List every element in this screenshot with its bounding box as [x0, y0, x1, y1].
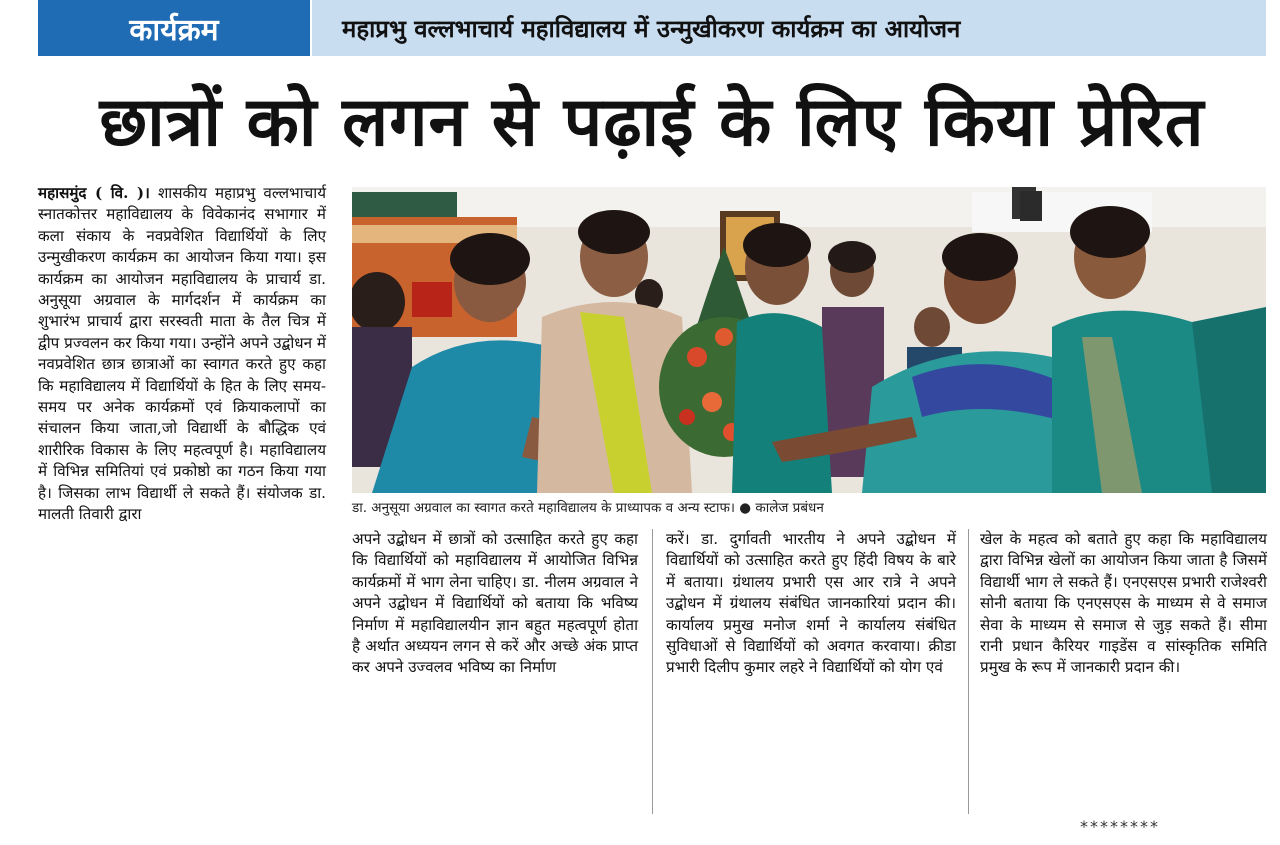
- column-divider: [968, 529, 969, 814]
- subheadline: महाप्रभु वल्लभाचार्य महाविद्यालय में उन्मुखीकरण कार्यक्रम का आयोजन: [312, 0, 1266, 56]
- column-divider: [652, 529, 653, 814]
- article-column-3: करें। डा. दुर्गावती भारतीय ने अपने उद्बोधन में विद्यार्थियों को उत्साहित करते हुए हिंदी विषय के बारे में बताया। ग्रंथालय प्रभारी एस आर रात्रे ने अपने उद्बोधन में ग्रंथालय संबंधित जानकारियां प्रदान की। कार्यालय प्रमुख मनोज शर्मा ने कार्यालय संबंधित सुविधाओं से विद्यार्थियों को अवगत करवाया। क्रीडा प्रभारी दिलीप कुमार लहरे ने विद्यार्थियों को योग एवं: [666, 530, 956, 677]
- dateline: महासमुंद ( वि. )।: [38, 184, 150, 202]
- photo-caption: डा. अनुसूया अग्रवाल का स्वागत करते महाविद्यालय के प्राध्यापक व अन्य स्टाफ। ● कालेज प्रबंधन: [352, 500, 824, 516]
- article-column-2: अपने उद्बोधन में छात्रों को उत्साहित करते हुए कहा कि विद्यार्थियों को महाविद्यालय में आयोजित विभिन्न कार्यक्रमों में भाग लेना चाहिए। डा. नीलम अग्रवाल ने अपने उद्बोधन में विद्यार्थियों को बताया कि भविष्य निर्माण में महाविद्यालयीन ज्ञान बहुत महत्वपूर्ण होता है अर्थात अध्ययन लगन से करें और अच्छे अंक प्राप्त कर अपने उज्वलव भविष्य का निर्माण: [352, 530, 638, 677]
- article-column-1: [38, 183, 326, 526]
- article-column-4: खेल के महत्व को बताते हुए कहा कि महाविद्यालय द्वारा विभिन्न खेलों का आयोजन किया जाता है जिसमें विद्यार्थी भाग ले सकते हैं। एनएसएस प्रभारी राजेश्वरी सोनी बताया कि एनएसएस के माध्यम से वे समाज सेवा के माध्यम से समाज से जुड़ सकते हैं। सीमा रानी प्रधान कैरियर गाइडेंस व सांस्कृतिक समिति प्रमुख के रूप में जानकारी प्रदान की।: [980, 530, 1267, 677]
- headline: छात्रों को लगन से पढ़ाई के लिए किया प्रेरित: [99, 82, 1205, 162]
- article-column-1-text: शासकीय महाप्रभु वल्लभाचार्य स्नातकोत्तर महाविद्यालय के विवेकानंद सभागार में कला संकाय के नवप्रवेशित विद्यार्थियों के लिए उन्मुखीकरण कार्यक्रम का आयोजन किया गया। इस कार्यक्रम का आयोजन महाविद्यालय के प्राचार्य डा. अनुसूया अग्रवाल के मार्गदर्शन में कार्यक्रम का शुभारंभ प्राचार्य द्वारा सरस्वती माता के तैल चित्र में द्वीप प्रज्वलन कर किया गया। उन्होंने अपने उद्बोधन में नवप्रवेशित छात्र छात्राओं का स्वागत करते हुए कहा कि महाविद्यालय में विद्यार्थियों के हित के लिए समय-समय पर अनेक कार्यक्रमों एवं क्रियाकलापों का संचालन किया जाता,जो विद्यार्थी के बौद्धिक एवं शारीरिक विकास के लिए महत्वपूर्ण है। महाविद्यालय में विभिन्न समितियां एवं प्रकोष्ठो का गठन किया गया है। जिसका लाभ विद्यार्थी ले सकते हैं। संयोजक डा. मालती तिवारी द्वारा: [38, 184, 327, 524]
- news-photo: [352, 187, 1266, 493]
- section-tag: कार्यक्रम: [38, 0, 310, 56]
- end-mark: ********: [1080, 817, 1160, 836]
